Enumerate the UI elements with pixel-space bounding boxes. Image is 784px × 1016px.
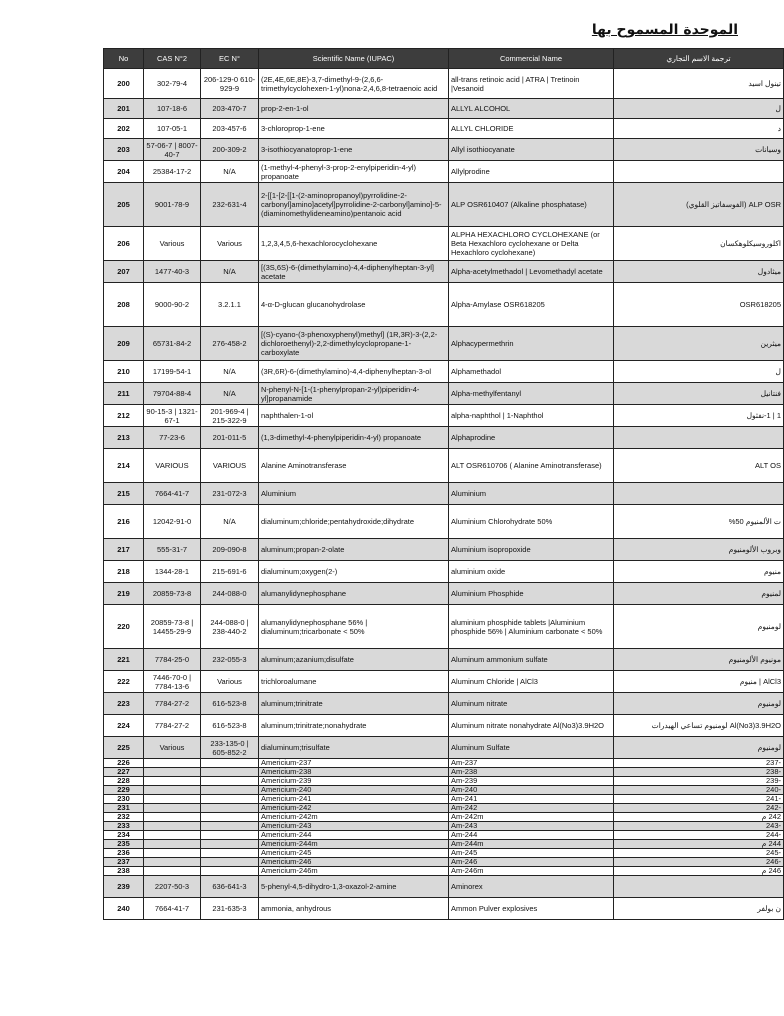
- row-number: 237: [104, 858, 144, 867]
- ec-number-cell: 215-691-6: [201, 561, 259, 583]
- cas-number-cell: 9000-90-2: [144, 283, 201, 327]
- table-row: [104, 858, 784, 867]
- row-number: 214: [104, 449, 144, 483]
- commercial-name-cell: Alphamethadol: [449, 361, 614, 383]
- row-number: 220: [104, 605, 144, 649]
- commercial-name-cell: Am-241: [449, 795, 614, 804]
- arabic-name-cell: ميثرين: [614, 327, 784, 361]
- scientific-name-cell: alumanylidynephosphane 56% | dialuminum;tricarbonate < 50%: [259, 605, 449, 649]
- ec-number-cell: 201-011-5: [201, 427, 259, 449]
- ec-number-cell: 231-635-3: [201, 898, 259, 920]
- cas-number-cell: 25384-17-2: [144, 161, 201, 183]
- row-number: 235: [104, 840, 144, 849]
- row-number: 213: [104, 427, 144, 449]
- row-number: 215: [104, 483, 144, 505]
- commercial-name-cell: Aluminium: [449, 483, 614, 505]
- ec-number-cell: [201, 813, 259, 822]
- commercial-name-cell: Aluminum nitrate nonahydrate Al(No3)3.9H2O: [449, 715, 614, 737]
- scientific-name-cell: Americium-238: [259, 768, 449, 777]
- cas-number-cell: 57-06-7 | 8007-40-7: [144, 139, 201, 161]
- arabic-name-cell: -244: [614, 831, 784, 840]
- cas-number-cell: 7664-41-7: [144, 483, 201, 505]
- arabic-name-cell: ALT OS: [614, 449, 784, 483]
- commercial-name-cell: Am-244: [449, 831, 614, 840]
- row-number: 209: [104, 327, 144, 361]
- commercial-name-cell: ALPHA HEXACHLORO CYCLOHEXANE (or Beta Hexachloro cyclohexane or Delta Hexachloro cyclohexane): [449, 227, 614, 261]
- ec-number-cell: [201, 786, 259, 795]
- cas-number-cell: 1344-28-1: [144, 561, 201, 583]
- arabic-name-cell: [614, 876, 784, 898]
- column-header-scientific-name: Scientific Name (IUPAC): [259, 49, 449, 69]
- table-row: [104, 849, 784, 858]
- cas-number-cell: [144, 849, 201, 858]
- cas-number-cell: [144, 786, 201, 795]
- ec-number-cell: N/A: [201, 261, 259, 283]
- row-number: 205: [104, 183, 144, 227]
- scientific-name-cell: Americium-244: [259, 831, 449, 840]
- commercial-name-cell: Am-242: [449, 804, 614, 813]
- row-number: 202: [104, 119, 144, 139]
- arabic-name-cell: -240: [614, 786, 784, 795]
- table-row: [104, 831, 784, 840]
- ec-number-cell: [201, 849, 259, 858]
- table-row: [104, 361, 784, 383]
- table-row: [104, 867, 784, 876]
- cas-number-cell: [144, 777, 201, 786]
- ec-number-cell: 203-457-6: [201, 119, 259, 139]
- table-row: [104, 876, 784, 898]
- table-row: [104, 427, 784, 449]
- commercial-name-cell: all-trans retinoic acid | ATRA | Tretinoin |Vesanoid: [449, 69, 614, 99]
- scientific-name-cell: (3R,6R)-6-(dimethylamino)-4,4-diphenylheptan-3-ol: [259, 361, 449, 383]
- ec-number-cell: N/A: [201, 161, 259, 183]
- row-number: 212: [104, 405, 144, 427]
- commercial-name-cell: Am-246m: [449, 867, 614, 876]
- arabic-name-cell: 1 | 1-نفثول: [614, 405, 784, 427]
- arabic-name-cell: د: [614, 119, 784, 139]
- ec-number-cell: [201, 858, 259, 867]
- ec-number-cell: [201, 840, 259, 849]
- ec-number-cell: 200-309-2: [201, 139, 259, 161]
- ec-number-cell: [201, 768, 259, 777]
- scientific-name-cell: Americium-242m: [259, 813, 449, 822]
- cas-number-cell: 65731-84-2: [144, 327, 201, 361]
- scientific-name-cell: aluminum;trinitrate: [259, 693, 449, 715]
- ec-number-cell: 244-088-0: [201, 583, 259, 605]
- table-row: [104, 605, 784, 649]
- ec-number-cell: [201, 804, 259, 813]
- scientific-name-cell: 3-isothiocyanatoprop-1-ene: [259, 139, 449, 161]
- table-row: [104, 69, 784, 99]
- scientific-name-cell: Americium-243: [259, 822, 449, 831]
- row-number: 208: [104, 283, 144, 327]
- row-number: 204: [104, 161, 144, 183]
- commercial-name-cell: Am-242m: [449, 813, 614, 822]
- table-row: [104, 119, 784, 139]
- cas-number-cell: 107-18-6: [144, 99, 201, 119]
- row-number: 221: [104, 649, 144, 671]
- arabic-name-cell: OSR618205: [614, 283, 784, 327]
- ec-number-cell: [201, 867, 259, 876]
- ec-number-cell: [201, 777, 259, 786]
- ec-number-cell: 636-641-3: [201, 876, 259, 898]
- row-number: 201: [104, 99, 144, 119]
- table-row: [104, 786, 784, 795]
- arabic-name-cell: [614, 161, 784, 183]
- commercial-name-cell: Am-244m: [449, 840, 614, 849]
- commercial-name-cell: Aluminium Phosphide: [449, 583, 614, 605]
- cas-number-cell: Various: [144, 737, 201, 759]
- substances-table: [103, 48, 784, 920]
- scientific-name-cell: dialuminum;chloride;pentahydroxide;dihydrate: [259, 505, 449, 539]
- ec-number-cell: [201, 822, 259, 831]
- scientific-name-cell: ammonia, anhydrous: [259, 898, 449, 920]
- scientific-name-cell: Americium-246m: [259, 867, 449, 876]
- row-number: 206: [104, 227, 144, 261]
- commercial-name-cell: Aluminum nitrate: [449, 693, 614, 715]
- scientific-name-cell: 1,2,3,4,5,6-hexachlorocyclohexane: [259, 227, 449, 261]
- commercial-name-cell: Aluminium isopropoxide: [449, 539, 614, 561]
- scientific-name-cell: 4-α-D-glucan glucanohydrolase: [259, 283, 449, 327]
- page-title: الموحدة المسموح بها: [591, 22, 738, 38]
- arabic-name-cell: -242: [614, 804, 784, 813]
- scientific-name-cell: dialuminum;oxygen(2-): [259, 561, 449, 583]
- ec-number-cell: 233-135-0 | 605-852-2: [201, 737, 259, 759]
- table-row: [104, 261, 784, 283]
- commercial-name-cell: Aluminum Chloride | AlCl3: [449, 671, 614, 693]
- arabic-name-cell: لومنيوم: [614, 693, 784, 715]
- cas-number-cell: 17199-54-1: [144, 361, 201, 383]
- ec-number-cell: 616-523-8: [201, 715, 259, 737]
- column-header-arabic-name: ترجمة الاسم التجاري: [614, 49, 784, 69]
- table-row: [104, 99, 784, 119]
- table-row: [104, 139, 784, 161]
- table-row: [104, 649, 784, 671]
- row-number: 231: [104, 804, 144, 813]
- arabic-name-cell: ميثادول: [614, 261, 784, 283]
- scientific-name-cell: naphthalen-1-ol: [259, 405, 449, 427]
- ec-number-cell: N/A: [201, 361, 259, 383]
- table-row: [104, 183, 784, 227]
- scientific-name-cell: N-phenyl-N-[1-(1-phenylpropan-2-yl)piperidin-4-yl]propanamide: [259, 383, 449, 405]
- commercial-name-cell: Alphaprodine: [449, 427, 614, 449]
- row-number: 207: [104, 261, 144, 283]
- row-number: 223: [104, 693, 144, 715]
- ec-number-cell: 203-470-7: [201, 99, 259, 119]
- arabic-name-cell: ت الألمنيوم 50%: [614, 505, 784, 539]
- scientific-name-cell: Americium-244m: [259, 840, 449, 849]
- commercial-name-cell: ALP OSR610407 (Alkaline phosphatase): [449, 183, 614, 227]
- scientific-name-cell: Americium-240: [259, 786, 449, 795]
- commercial-name-cell: alpha-naphthol | 1-Naphthol: [449, 405, 614, 427]
- commercial-name-cell: Aluminium Chlorohydrate 50%: [449, 505, 614, 539]
- cas-number-cell: [144, 768, 201, 777]
- table-row: [104, 483, 784, 505]
- commercial-name-cell: ALLYL CHLORIDE: [449, 119, 614, 139]
- row-number: 203: [104, 139, 144, 161]
- arabic-name-cell: ل: [614, 99, 784, 119]
- ec-number-cell: 232-055-3: [201, 649, 259, 671]
- arabic-name-cell: 244 م: [614, 840, 784, 849]
- row-number: 200: [104, 69, 144, 99]
- table-row: [104, 561, 784, 583]
- cas-number-cell: [144, 795, 201, 804]
- scientific-name-cell: Alanine Aminotransferase: [259, 449, 449, 483]
- column-header-cas: CAS N°2: [144, 49, 201, 69]
- table-row: [104, 768, 784, 777]
- table-row: [104, 898, 784, 920]
- arabic-name-cell: -241: [614, 795, 784, 804]
- scientific-name-cell: aluminum;azanium;disulfate: [259, 649, 449, 671]
- ec-number-cell: 201-969-4 | 215-322-9: [201, 405, 259, 427]
- table-row: [104, 383, 784, 405]
- table-row: [104, 161, 784, 183]
- scientific-name-cell: Americium-245: [259, 849, 449, 858]
- commercial-name-cell: ALT OSR610706 ( Alanine Aminotransferase): [449, 449, 614, 483]
- scientific-name-cell: 5-phenyl-4,5-dihydro-1,3-oxazol-2-amine: [259, 876, 449, 898]
- cas-number-cell: 1477-40-3: [144, 261, 201, 283]
- arabic-name-cell: تينول اسيد: [614, 69, 784, 99]
- row-number: 236: [104, 849, 144, 858]
- table-row: [104, 505, 784, 539]
- commercial-name-cell: Alpha-acetylmethadol | Levomethadyl acetate: [449, 261, 614, 283]
- row-number: 217: [104, 539, 144, 561]
- arabic-name-cell: -246: [614, 858, 784, 867]
- table-row: [104, 840, 784, 849]
- column-header-no: No: [104, 49, 144, 69]
- cas-number-cell: 79704-88-4: [144, 383, 201, 405]
- cas-number-cell: [144, 804, 201, 813]
- row-number: 219: [104, 583, 144, 605]
- cas-number-cell: 20859-73-8 | 14455-29-9: [144, 605, 201, 649]
- scientific-name-cell: 3-chloroprop-1-ene: [259, 119, 449, 139]
- commercial-name-cell: Am-239: [449, 777, 614, 786]
- arabic-name-cell: -245: [614, 849, 784, 858]
- row-number: 222: [104, 671, 144, 693]
- table-body: [104, 69, 784, 920]
- arabic-name-cell: لومنيوم: [614, 737, 784, 759]
- commercial-name-cell: Ammon Pulver explosives: [449, 898, 614, 920]
- table-row: [104, 227, 784, 261]
- commercial-name-cell: Allylprodine: [449, 161, 614, 183]
- commercial-name-cell: Am-245: [449, 849, 614, 858]
- cas-number-cell: 302-79-4: [144, 69, 201, 99]
- table-row: [104, 795, 784, 804]
- ec-number-cell: [201, 759, 259, 768]
- cas-number-cell: [144, 813, 201, 822]
- arabic-name-cell: -243: [614, 822, 784, 831]
- ec-number-cell: [201, 795, 259, 804]
- commercial-name-cell: Am-237: [449, 759, 614, 768]
- row-number: 210: [104, 361, 144, 383]
- commercial-name-cell: Aminorex: [449, 876, 614, 898]
- arabic-name-cell: لمنيوم: [614, 583, 784, 605]
- arabic-name-cell: ALP OSR (الفوسفاتيز القلوي): [614, 183, 784, 227]
- ec-number-cell: [201, 831, 259, 840]
- cas-number-cell: [144, 759, 201, 768]
- cas-number-cell: 7784-25-0: [144, 649, 201, 671]
- table-row: [104, 539, 784, 561]
- cas-number-cell: [144, 858, 201, 867]
- row-number: 211: [104, 383, 144, 405]
- cas-number-cell: 107-05-1: [144, 119, 201, 139]
- row-number: 227: [104, 768, 144, 777]
- arabic-name-cell: 246 م: [614, 867, 784, 876]
- arabic-name-cell: [614, 427, 784, 449]
- commercial-name-cell: Alphacypermethrin: [449, 327, 614, 361]
- row-number: 229: [104, 786, 144, 795]
- arabic-name-cell: -237: [614, 759, 784, 768]
- commercial-name-cell: Aluminum ammonium sulfate: [449, 649, 614, 671]
- table-row: [104, 583, 784, 605]
- table-row: [104, 405, 784, 427]
- scientific-name-cell: [(3S,6S)-6-(dimethylamino)-4,4-diphenylheptan-3-yl] acetate: [259, 261, 449, 283]
- commercial-name-cell: Allyl isothiocyanate: [449, 139, 614, 161]
- scientific-name-cell: (2E,4E,6E,8E)-3,7-dimethyl-9-(2,6,6-trimethylcyclohexen-1-yl)nona-2,4,6,8-tetraenoic acid: [259, 69, 449, 99]
- row-number: 225: [104, 737, 144, 759]
- cas-number-cell: [144, 867, 201, 876]
- commercial-name-cell: Aluminum Sulfate: [449, 737, 614, 759]
- row-number: 240: [104, 898, 144, 920]
- row-number: 234: [104, 831, 144, 840]
- arabic-name-cell: فنتانيل: [614, 383, 784, 405]
- scientific-name-cell: alumanylidynephosphane: [259, 583, 449, 605]
- ec-number-cell: 616-523-8: [201, 693, 259, 715]
- ec-number-cell: N/A: [201, 383, 259, 405]
- cas-number-cell: 7784-27-2: [144, 715, 201, 737]
- column-header-commercial-name: Commercial Name: [449, 49, 614, 69]
- scientific-name-cell: aluminum;propan-2-olate: [259, 539, 449, 561]
- arabic-name-cell: -239: [614, 777, 784, 786]
- scientific-name-cell: dialuminum;trisulfate: [259, 737, 449, 759]
- cas-number-cell: [144, 822, 201, 831]
- cas-number-cell: VARIOUS: [144, 449, 201, 483]
- table-row: [104, 449, 784, 483]
- commercial-name-cell: Am-240: [449, 786, 614, 795]
- scientific-name-cell: Americium-237: [259, 759, 449, 768]
- commercial-name-cell: ALLYL ALCOHOL: [449, 99, 614, 119]
- cas-number-cell: 7664-41-7: [144, 898, 201, 920]
- row-number: 218: [104, 561, 144, 583]
- cas-number-cell: 9001-78-9: [144, 183, 201, 227]
- arabic-name-cell: Al(No3)3.9H2O لومنيوم تساعي الهيدرات: [614, 715, 784, 737]
- ec-number-cell: 3.2.1.1: [201, 283, 259, 327]
- cas-number-cell: 77-23-6: [144, 427, 201, 449]
- scientific-name-cell: Americium-246: [259, 858, 449, 867]
- arabic-name-cell: -238: [614, 768, 784, 777]
- ec-number-cell: 231-072-3: [201, 483, 259, 505]
- arabic-name-cell: اكلوروسيكلوهكسان: [614, 227, 784, 261]
- arabic-name-cell: 242 م: [614, 813, 784, 822]
- row-number: 239: [104, 876, 144, 898]
- ec-number-cell: 232-631-4: [201, 183, 259, 227]
- cas-number-cell: 7784-27-2: [144, 693, 201, 715]
- ec-number-cell: N/A: [201, 505, 259, 539]
- arabic-name-cell: لومنيوم: [614, 605, 784, 649]
- arabic-name-cell: ل: [614, 361, 784, 383]
- row-number: 216: [104, 505, 144, 539]
- table-row: [104, 693, 784, 715]
- table-row: [104, 715, 784, 737]
- commercial-name-cell: Alpha-Amylase OSR618205: [449, 283, 614, 327]
- commercial-name-cell: aluminium phosphide tablets |Aluminium phosphide 56% | Aluminium carbonate < 50%: [449, 605, 614, 649]
- cas-number-cell: 2207-50-3: [144, 876, 201, 898]
- ec-number-cell: VARIOUS: [201, 449, 259, 483]
- scientific-name-cell: aluminum;trinitrate;nonahydrate: [259, 715, 449, 737]
- ec-number-cell: Various: [201, 227, 259, 261]
- row-number: 238: [104, 867, 144, 876]
- arabic-name-cell: AlCl3 | منيوم: [614, 671, 784, 693]
- table-row: [104, 671, 784, 693]
- arabic-name-cell: منيوم: [614, 561, 784, 583]
- scientific-name-cell: Americium-239: [259, 777, 449, 786]
- cas-number-cell: 20859-73-8: [144, 583, 201, 605]
- ec-number-cell: 209-090-8: [201, 539, 259, 561]
- row-number: 230: [104, 795, 144, 804]
- scientific-name-cell: [(S)-cyano-(3-phenoxyphenyl)methyl] (1R,3R)-3-(2,2-dichloroethenyl)-2,2-dimethylcyclopropane-1-carboxylate: [259, 327, 449, 361]
- cas-number-cell: 90-15-3 | 1321-67-1: [144, 405, 201, 427]
- row-number: 228: [104, 777, 144, 786]
- column-header-ec: EC N°: [201, 49, 259, 69]
- row-number: 226: [104, 759, 144, 768]
- commercial-name-cell: Am-246: [449, 858, 614, 867]
- scientific-name-cell: (1,3-dimethyl-4-phenylpiperidin-4-yl) propanoate: [259, 427, 449, 449]
- scientific-name-cell: Aluminium: [259, 483, 449, 505]
- scientific-name-cell: trichloroalumane: [259, 671, 449, 693]
- table-row: [104, 737, 784, 759]
- row-number: 233: [104, 822, 144, 831]
- table-row: [104, 804, 784, 813]
- commercial-name-cell: aluminium oxide: [449, 561, 614, 583]
- cas-number-cell: 7446-70-0 | 7784-13-6: [144, 671, 201, 693]
- scientific-name-cell: Americium-241: [259, 795, 449, 804]
- cas-number-cell: [144, 831, 201, 840]
- table-row: [104, 283, 784, 327]
- cas-number-cell: [144, 840, 201, 849]
- scientific-name-cell: prop-2-en-1-ol: [259, 99, 449, 119]
- ec-number-cell: Various: [201, 671, 259, 693]
- ec-number-cell: 244-088-0 | 238-440-2: [201, 605, 259, 649]
- row-number: 232: [104, 813, 144, 822]
- cas-number-cell: 12042-91-0: [144, 505, 201, 539]
- arabic-name-cell: ن بولفر: [614, 898, 784, 920]
- arabic-name-cell: وبروب الألومنيوم: [614, 539, 784, 561]
- commercial-name-cell: Am-243: [449, 822, 614, 831]
- cas-number-cell: 555-31-7: [144, 539, 201, 561]
- ec-number-cell: 276-458-2: [201, 327, 259, 361]
- arabic-name-cell: مونيوم الألومنيوم: [614, 649, 784, 671]
- row-number: 224: [104, 715, 144, 737]
- table-row: [104, 327, 784, 361]
- commercial-name-cell: Am-238: [449, 768, 614, 777]
- scientific-name-cell: 2-[[1-[2-[[1-(2-aminopropanoyl)pyrrolidine-2-carbonyl]amino]acetyl]pyrrolidine-2-carbonyl]amino]-5-(diaminomethylideneamino)pentanoic acid: [259, 183, 449, 227]
- commercial-name-cell: Alpha-methylfentanyl: [449, 383, 614, 405]
- table-row: [104, 813, 784, 822]
- arabic-name-cell: وسيانات: [614, 139, 784, 161]
- cas-number-cell: Various: [144, 227, 201, 261]
- scientific-name-cell: (1-methyl-4-phenyl-3-prop-2-enylpiperidin-4-yl) propanoate: [259, 161, 449, 183]
- table-row: [104, 777, 784, 786]
- arabic-name-cell: [614, 483, 784, 505]
- table-header-row: [104, 49, 784, 69]
- table-row: [104, 822, 784, 831]
- table-row: [104, 759, 784, 768]
- ec-number-cell: 206-129-0 610-929-9: [201, 69, 259, 99]
- scientific-name-cell: Americium-242: [259, 804, 449, 813]
